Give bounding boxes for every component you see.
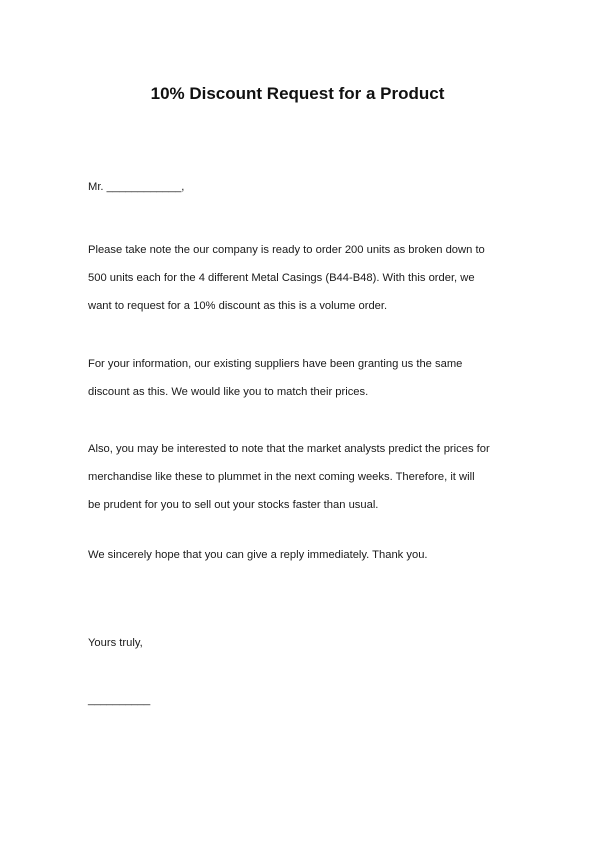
paragraph-line: merchandise like these to plummet in the next coming weeks. Therefore, it will <box>88 471 475 483</box>
salutation: Mr. ____________, <box>88 181 185 193</box>
paragraph-line: We sincerely hope that you can give a reply immediately. Thank you. <box>88 549 428 561</box>
closing: Yours truly, <box>88 637 143 649</box>
paragraph-1 <box>88 236 528 320</box>
paragraph-4 <box>88 549 528 561</box>
paragraph-line: want to request for a 10% discount as this is a volume order. <box>88 300 388 312</box>
paragraph-line: For your information, our existing suppliers have been granting us the same <box>88 358 463 370</box>
signature-line: __________ <box>88 694 151 706</box>
paragraph-3 <box>88 435 528 519</box>
paragraph-line: 500 units each for the 4 different Metal Casings (B44-B48). With this order, we <box>88 272 475 284</box>
paragraph-line: Also, you may be interested to note that the market analysts predict the prices for <box>88 443 490 455</box>
paragraph-2 <box>88 350 528 406</box>
paragraph-line: be prudent for you to sell out your stocks faster than usual. <box>88 499 379 511</box>
paragraph-line: Please take note the our company is ready to order 200 units as broken down to <box>88 244 485 256</box>
paragraph-line: discount as this. We would like you to match their prices. <box>88 386 369 398</box>
letter-title: 10% Discount Request for a Product <box>150 84 445 103</box>
